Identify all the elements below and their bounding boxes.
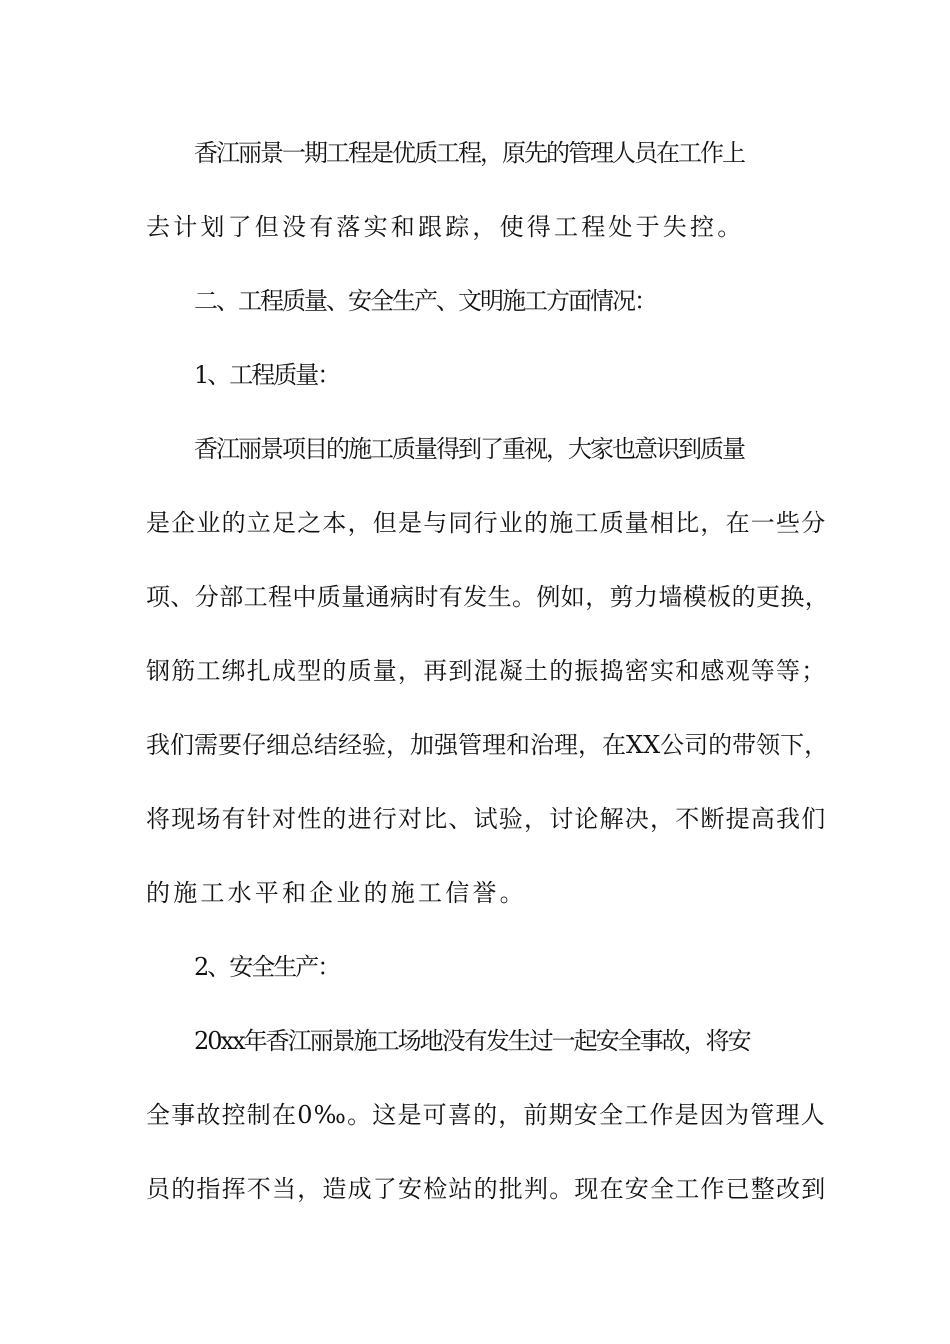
- paragraph-line: 将现场有针对性的进行对比、试验，讨论解决，不断提高我们: [146, 805, 827, 833]
- paragraph-line: 项、分部工程中质量通病时有发生。例如，剪力墙模板的更换，: [146, 583, 830, 611]
- paragraph-line: 香江丽景一期工程是优质工程，原先的管理人员在工作上: [194, 139, 744, 167]
- paragraph-line: 是企业的立足之本，但是与同行业的施工质量相比，在一些分: [146, 509, 827, 537]
- section-heading: 二、工程质量、安全生产、文明施工方面情况：: [194, 287, 656, 315]
- paragraph-line: 去计划了但没有落实和跟踪，使得工程处于失控。: [146, 213, 745, 241]
- subsection-heading: 2、安全生产：: [194, 953, 340, 981]
- subsection-heading: 1、工程质量：: [194, 361, 340, 389]
- paragraph-line: 员的指挥不当，造成了安检站的批判。现在安全工作已整改到: [146, 1175, 827, 1203]
- paragraph-line: 的施工水平和企业的施工信誉。: [146, 879, 527, 907]
- paragraph-line: 香江丽景项目的施工质量得到了重视，大家也意识到质量: [194, 435, 744, 463]
- paragraph-line: 20xx年香江丽景施工场地没有发生过一起安全事故，将安: [194, 1027, 750, 1055]
- paragraph-line: 全事故控制在0‰。这是可喜的，前期安全工作是因为管理人: [146, 1101, 826, 1129]
- paragraph-line: 钢筋工绑扎成型的质量，再到混凝土的振捣密实和感观等等；: [146, 657, 827, 685]
- paragraph-line: 我们需要仔细总结经验，加强管理和治理，在XX公司的带领下，: [146, 731, 829, 759]
